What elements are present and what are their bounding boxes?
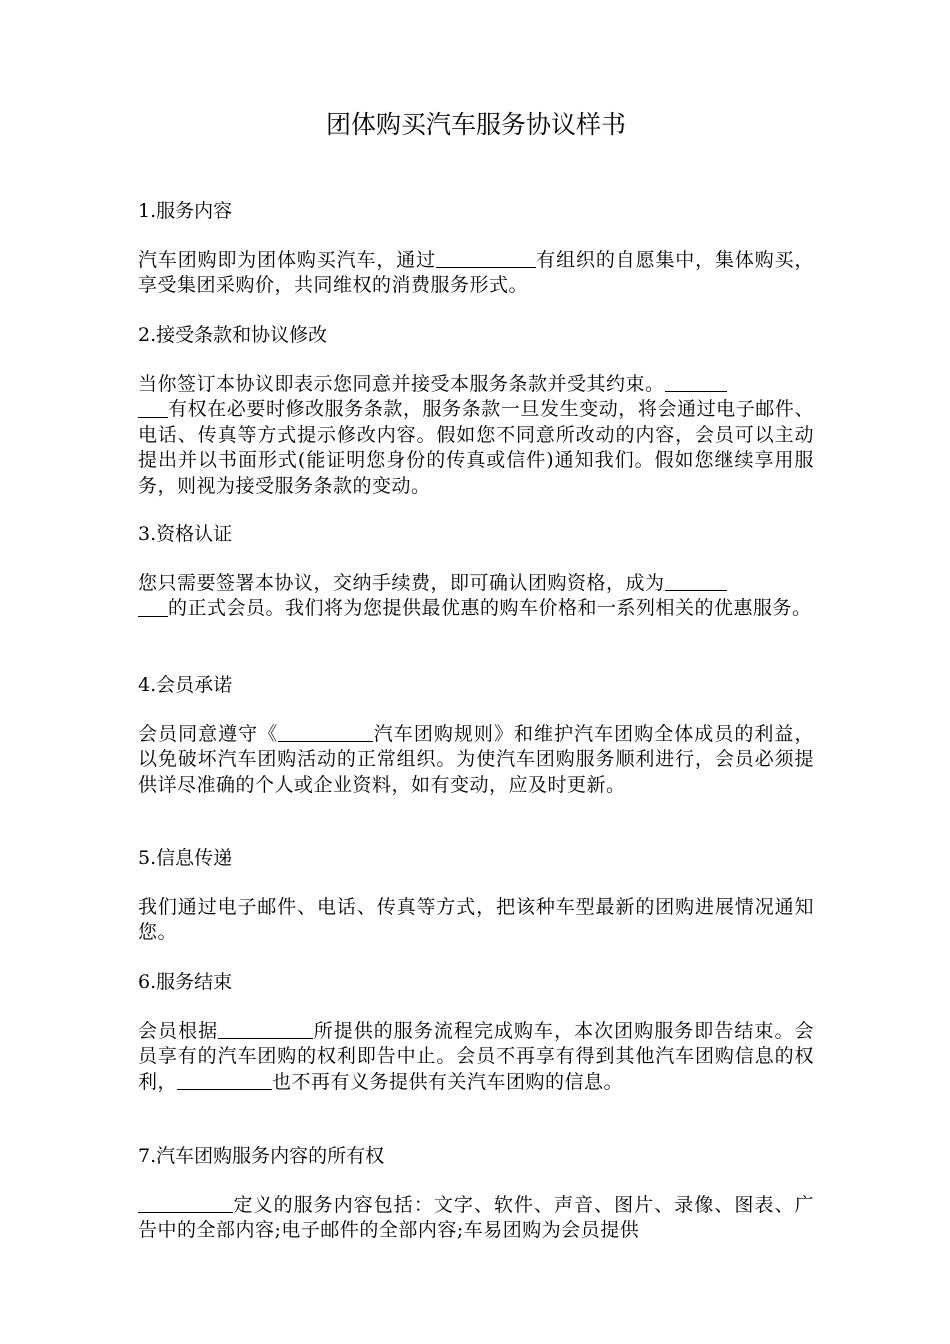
fill-in-blank[interactable] (138, 597, 168, 617)
paragraph-text: 有权在必要时修改服务条款，服务条款一旦发生变动，将会通过电子邮件、电话、传真等方式提示修改内容。假如您不同意所改动的内容，会员可以主动提出并以书面形式(能证明您身份的传真或信件)通知我们。假如您继续享用服务，则视为接受服务条款的变动。 (138, 398, 814, 497)
section-content-ownership (138, 1143, 814, 1244)
section-paragraph: 我们通过电子邮件、电话、传真等方式，把该种车型最新的团购进展情况通知您。 (138, 896, 814, 944)
paragraph-text: 您只需要签署本协议，交纳手续费，即可确认团购资格，成为 (138, 572, 665, 594)
fill-in-blank[interactable] (138, 398, 168, 418)
paragraph-text: 定义的服务内容包括：文字、软件、声音、图片、录像、图表、广告中的全部内容;电子邮件的全部内容;车易团购为会员提供 (138, 1194, 814, 1242)
section-information-delivery (138, 845, 814, 946)
fill-in-blank[interactable] (436, 248, 536, 268)
paragraph-text: 的正式会员。我们将为您提供最优惠的购车价格和一系列相关的优惠服务。 (168, 597, 812, 620)
section-paragraph (138, 248, 814, 299)
section-heading: 1.服务内容 (138, 200, 233, 222)
section-service-end (138, 969, 814, 1095)
section-service-content (138, 198, 814, 299)
paragraph-text: 也不再有义务提供有关汽车团购的信息。 (272, 1070, 624, 1093)
section-paragraph (138, 372, 814, 499)
paragraph-text: 会员同意遵守《 (138, 723, 279, 745)
section-paragraph (138, 1019, 814, 1095)
document-title: 团体购买汽车服务协议样书 (325, 110, 626, 139)
section-terms-acceptance (138, 322, 814, 499)
paragraph-text: 有组织的自愿集中，集体购买，享受集团采购价，共同维权的消费服务形式。 (138, 249, 814, 297)
section-paragraph (138, 571, 814, 622)
section-qualification (138, 521, 814, 622)
paragraph-text: 汽车团购即为团体购买汽车，通过 (138, 249, 436, 271)
fill-in-blank[interactable] (138, 1193, 233, 1213)
section-heading: 3.资格认证 (138, 523, 233, 545)
fill-in-blank[interactable] (665, 372, 727, 392)
section-heading: 5.信息传递 (138, 847, 233, 869)
section-paragraph (138, 722, 814, 798)
paragraph-text: 所提供的服务流程完成购车，本次团购服务即告结束。会员享有的汽车团购的权利即告中止。会员不再享有得到其他汽车团购信息的权利， (138, 1020, 814, 1093)
section-heading: 2.接受条款和协议修改 (138, 324, 328, 346)
paragraph-text: 当你签订本协议即表示您同意并接受本服务条款并受其约束。 (138, 373, 665, 395)
section-member-commitment (138, 672, 814, 798)
fill-in-blank[interactable] (177, 1070, 272, 1090)
fill-in-blank[interactable] (218, 1019, 313, 1039)
section-paragraph (138, 1193, 814, 1244)
paragraph-text: 汽车团购规则》和维护汽车团购全体成员的利益，以免破坏汽车团购活动的正常组织。为使汽车团购服务顺利进行，会员必须提供详尽准确的个人或企业资料，如有变动，应及时更新。 (138, 723, 814, 796)
section-heading: 6.服务结束 (138, 971, 233, 993)
section-heading: 4.会员承诺 (138, 674, 233, 696)
section-heading: 7.汽车团购服务内容的所有权 (138, 1145, 385, 1167)
paragraph-text: 会员根据 (138, 1020, 219, 1042)
fill-in-blank[interactable] (278, 722, 373, 742)
fill-in-blank[interactable] (665, 571, 727, 591)
